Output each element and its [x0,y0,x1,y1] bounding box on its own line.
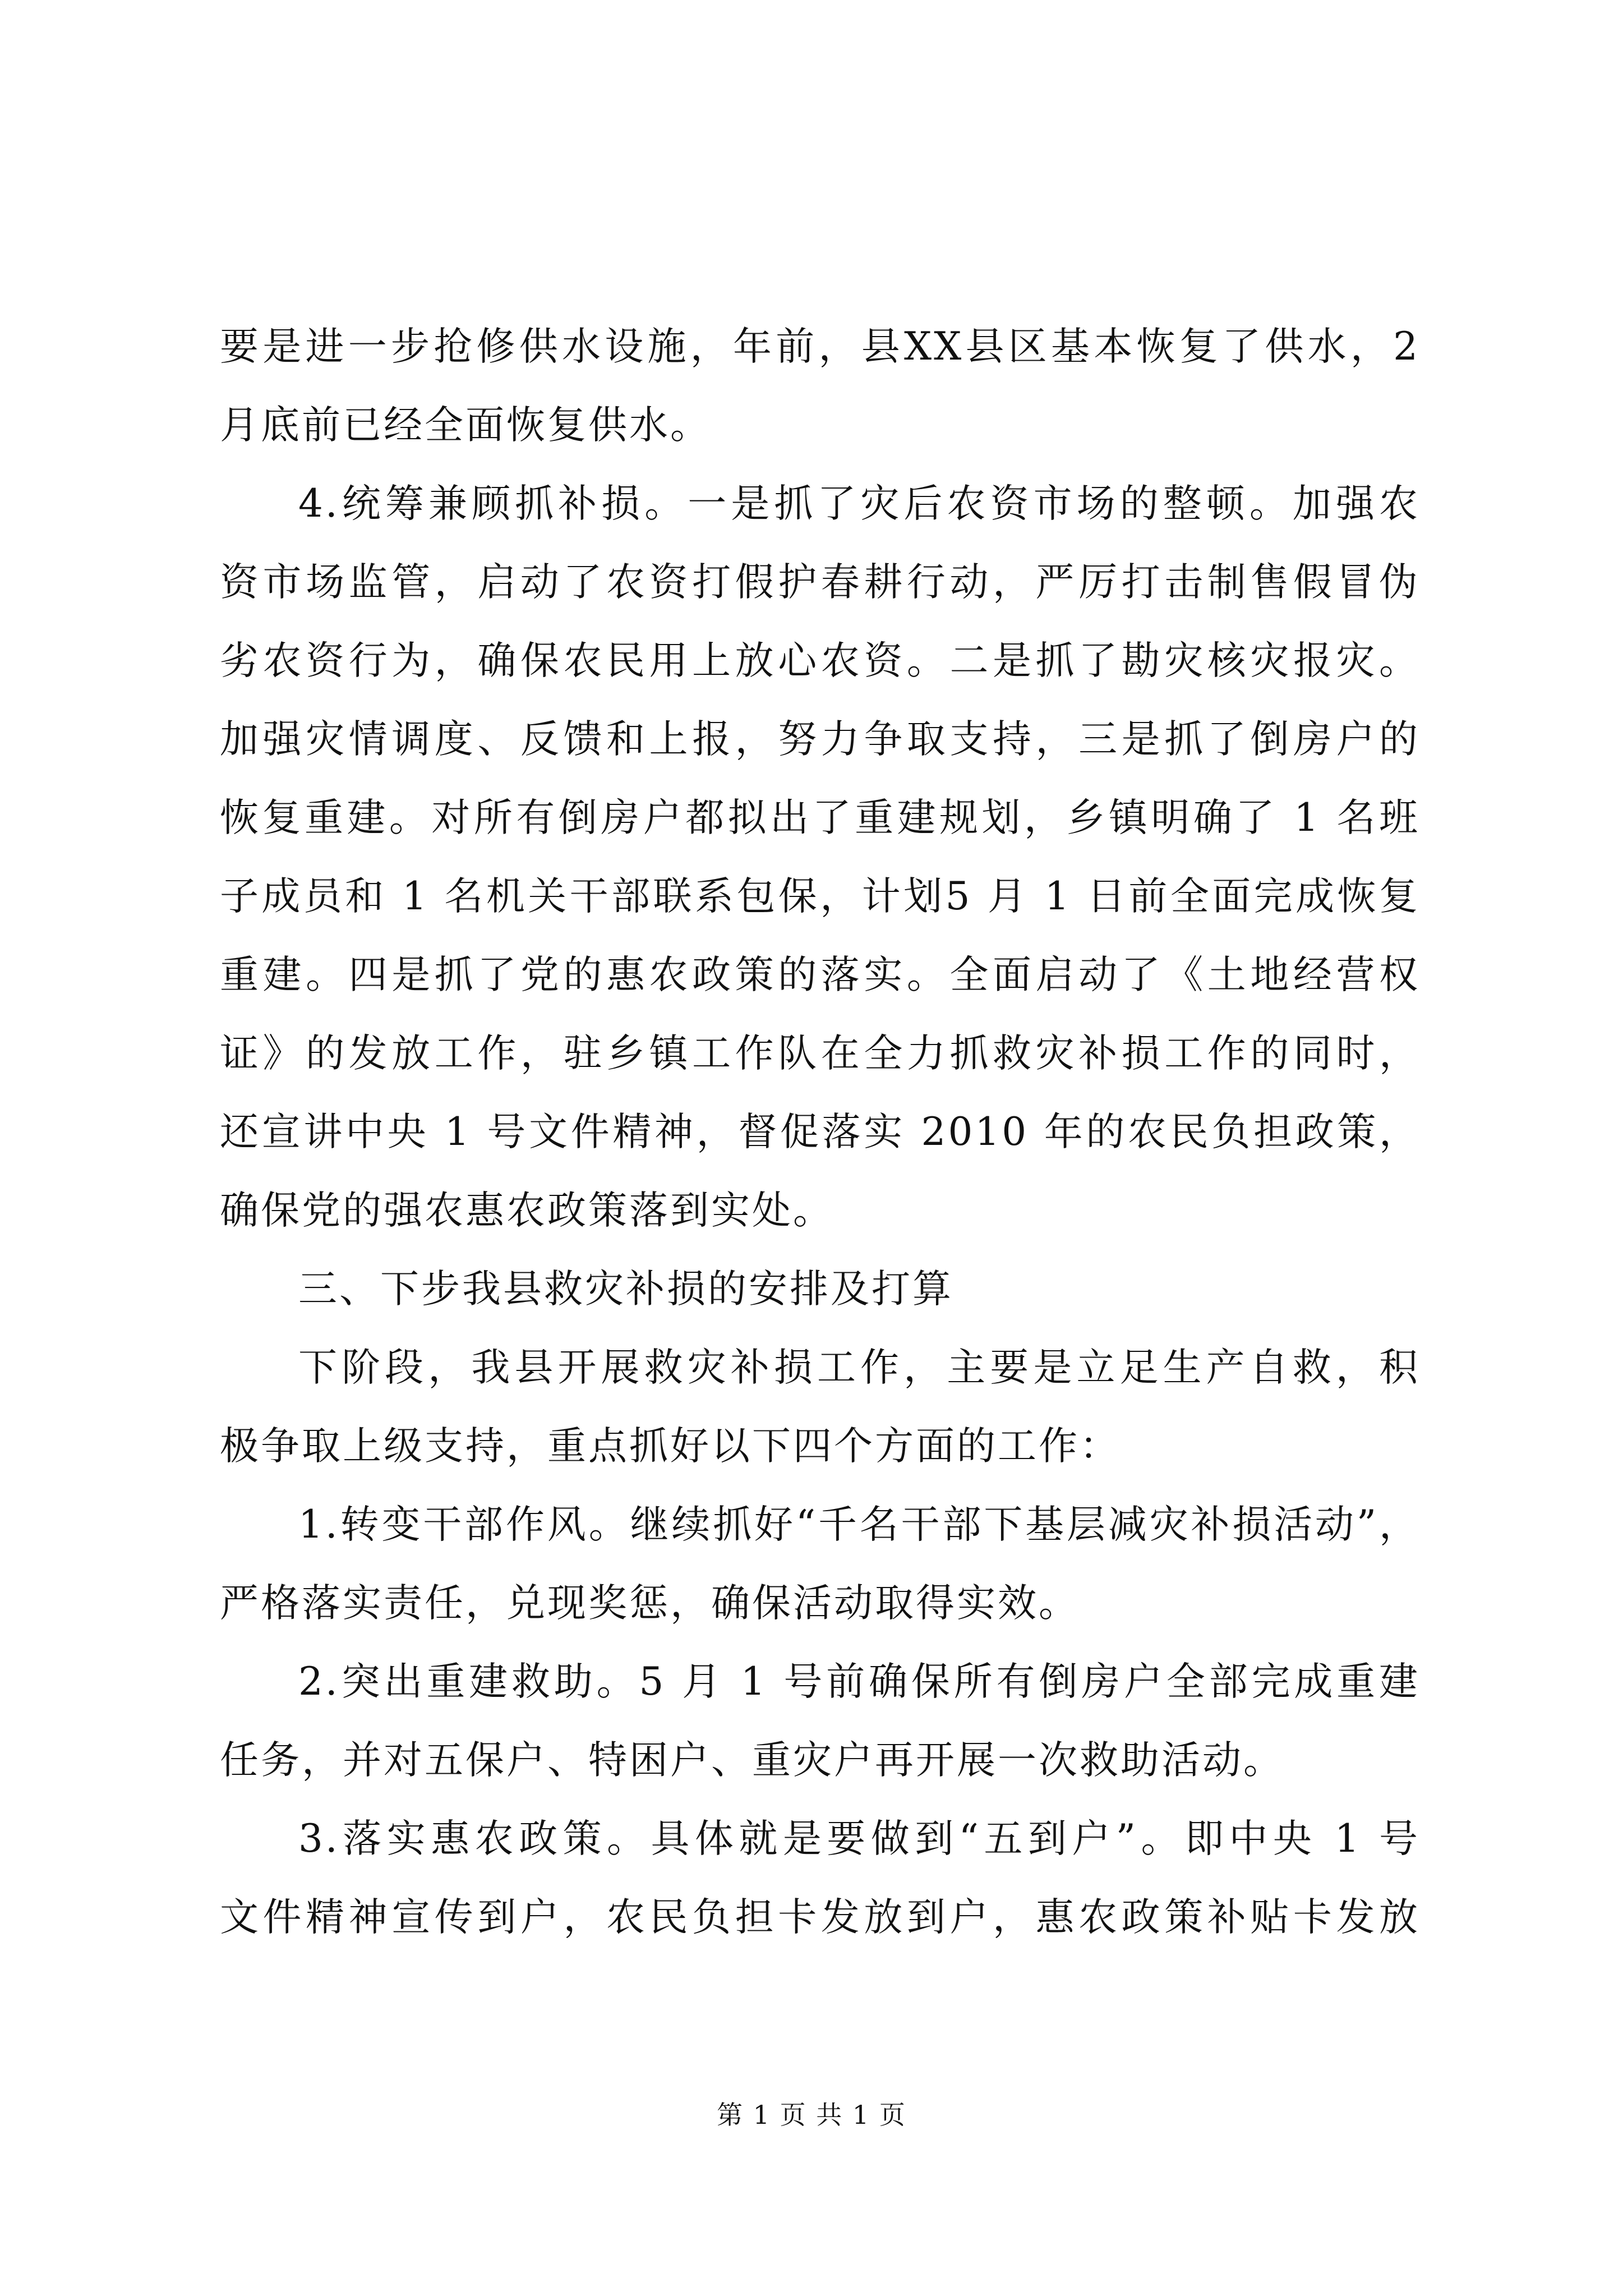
page-footer: 第 1 页 共 1 页 [717,2100,906,2130]
section-heading: 三、下步我县救灾补损的安排及打算 [298,1267,953,1312]
document-body [220,307,1420,1957]
paragraph-start-line: 下阶段，我县开展救灾补损工作，主要是立足生产自救，积 [298,1345,1420,1390]
text-line: 确保党的强农惠农政策落到实处。 [220,1188,834,1233]
text-line: 严格落实责任，兑现奖惩，确保活动取得实效。 [220,1581,1080,1626]
text-line: 恢复重建。对所有倒房户都拟出了重建规划，乡镇明确了 1 名班 [220,795,1420,840]
text-line: 任务，并对五保户、特困户、重灾户再开展一次救助活动。 [220,1738,1284,1783]
text-line: 极争取上级支持，重点抓好以下四个方面的工作： [220,1424,1121,1469]
paragraph-start-line: 2.突出重建救助。5 月 1 号前确保所有倒房户全部完成重建 [298,1659,1420,1704]
paragraph-start-line: 1.转变干部作风。继续抓好“千名干部下基层减灾补损活动”， [298,1502,1420,1547]
text-line: 重建。四是抓了党的惠农政策的落实。全面启动了《土地经营权 [220,953,1420,997]
text-line: 证》的发放工作，驻乡镇工作队在全力抓救灾补损工作的同时， [220,1031,1420,1076]
text-line: 子成员和 1 名机关干部联系包保，计划5 月 1 日前全面完成恢复 [220,874,1420,919]
text-line: 月底前已经全面恢复供水。 [220,403,711,448]
text-line: 文件精神宣传到户，农民负担卡发放到户，惠农政策补贴卡发放 [220,1895,1420,1940]
paragraph-start-line: 4.统筹兼顾抓补损。一是抓了灾后农资市场的整顿。加强农 [298,481,1420,526]
paragraph-start-line: 3.落实惠农政策。具体就是要做到“五到户”。即中央 1 号 [298,1816,1420,1861]
text-line: 加强灾情调度、反馈和上报，努力争取支持，三是抓了倒房户的 [220,717,1420,762]
text-line: 资市场监管，启动了农资打假护春耕行动，严厉打击制售假冒伪 [220,560,1420,605]
text-line: 要是进一步抢修供水设施，年前，县XX县区基本恢复了供水，2 [220,324,1420,369]
text-line: 劣农资行为，确保农民用上放心农资。二是抓了勘灾核灾报灾。 [220,638,1420,683]
text-line: 还宣讲中央 1 号文件精神，督促落实 2010 年的农民负担政策， [220,1110,1420,1154]
